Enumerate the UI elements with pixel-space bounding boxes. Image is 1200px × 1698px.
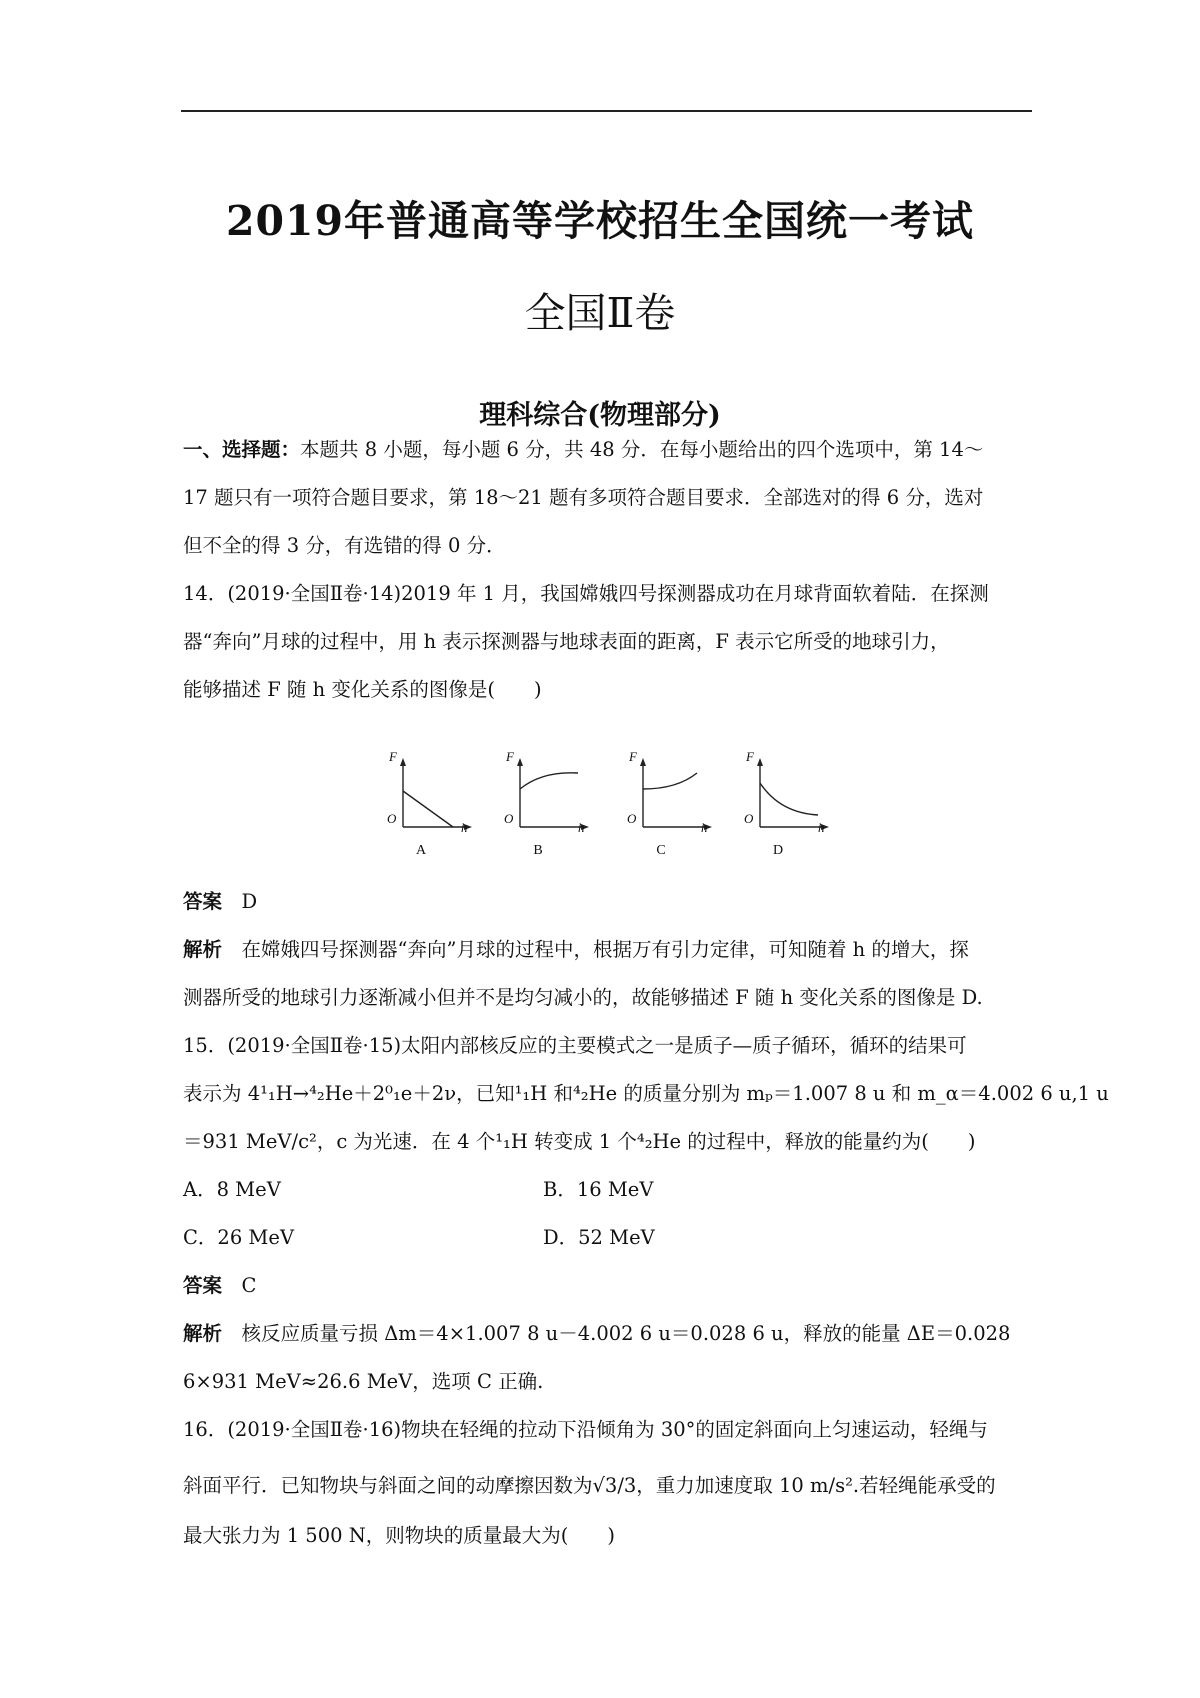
q14-answer-block <box>183 885 1029 1029</box>
analysis-label: 解析 <box>183 1322 223 1345</box>
answer-label: 答案 <box>183 890 223 913</box>
q14-graph-options <box>375 749 835 865</box>
intro-line: 本题共 8 小题，每小题 6 分，共 48 分．在每小题给出的四个选项中，第 14～ <box>300 438 984 461</box>
option-a: A．8 MeV <box>183 1178 281 1201</box>
q15-options <box>183 1173 1029 1269</box>
option-c: C．26 MeV <box>183 1226 295 1249</box>
graph-x-label: h <box>818 820 825 835</box>
analysis-line: 6×931 MeV≈26.6 MeV，选项 C 正确. <box>183 1370 544 1393</box>
question-line: 16．(2019·全国Ⅱ卷·16)物块在轻绳的拉动下沿倾角为 30°的固定斜面向上匀速运动，轻绳与 <box>183 1418 988 1441</box>
question-line: ＝931 MeV/c²，c 为光速．在 4 个¹₁H 转变成 1 个⁴₂He 的过程中，释放的能量约为( ) <box>183 1130 976 1153</box>
graph-y-label: F <box>629 749 637 764</box>
graph-b <box>492 749 592 865</box>
graph-y-label: F <box>746 749 754 764</box>
question-14 <box>183 577 1029 721</box>
question-line: 14．(2019·全国Ⅱ卷·14)2019 年 1 月，我国嫦娥四号探测器成功在月球背面软着陆．在探测 <box>183 582 989 605</box>
graph-option-label: B <box>533 843 543 858</box>
intro-block <box>183 433 1029 577</box>
graph-x-label: h <box>701 820 708 835</box>
answer-label: 答案 <box>183 1274 223 1297</box>
question-15 <box>183 1029 1109 1173</box>
graph-option-label: A <box>415 843 427 858</box>
graph-a <box>375 749 475 865</box>
question-line: 最大张力为 1 500 N，则物块的质量最大为( ) <box>183 1524 615 1547</box>
graph-option-label: D <box>772 843 784 858</box>
q15-answer-block <box>183 1269 1029 1413</box>
question-line: 斜面平行．已知物块与斜面之间的动摩擦因数为√3/3，重力加速度取 10 m/s².若轻绳能承受的 <box>183 1474 996 1497</box>
graph-origin-label: O <box>744 811 754 826</box>
analysis-line: 核反应质量亏损 Δm＝4×1.007 8 u－4.002 6 u＝0.028 6 u，释放的能量 ΔE＝0.028 <box>241 1322 1011 1345</box>
analysis-label: 解析 <box>183 938 223 961</box>
graph-c <box>615 749 715 865</box>
graph-a-plot <box>375 755 475 845</box>
question-line: 能够描述 F 随 h 变化关系的图像是( ) <box>183 678 542 701</box>
question-16 <box>183 1413 1029 1567</box>
graph-b-plot <box>492 755 592 845</box>
exam-subtitle: 全国Ⅱ卷 <box>524 289 676 337</box>
graph-y-label: F <box>506 749 514 764</box>
graph-origin-label: O <box>504 811 514 826</box>
option-b: B．16 MeV <box>543 1178 654 1201</box>
graph-x-label: h <box>578 820 585 835</box>
graph-origin-label: O <box>627 811 637 826</box>
intro-label: 一、选择题： <box>183 438 301 461</box>
graph-d-plot <box>732 755 832 845</box>
question-line: 表示为 4¹₁H→⁴₂He＋2⁰₁e＋2ν，已知¹₁H 和⁴₂He 的质量分别为 mₚ＝1.007 8 u 和 m_α＝4.002 6 u,1 u <box>183 1082 1109 1105</box>
graph-option-label: C <box>656 843 666 858</box>
intro-line: 但不全的得 3 分，有选错的得 0 分． <box>183 534 506 557</box>
graph-x-label: h <box>461 820 468 835</box>
analysis-line: 在嫦娥四号探测器“奔向”月球的过程中，根据万有引力定律，可知随着 h 的增大，探 <box>241 938 969 961</box>
header-rule <box>181 110 1032 112</box>
answer-value: D <box>241 890 258 913</box>
analysis-line: 测器所受的地球引力逐渐减小但并不是均匀减小的，故能够描述 F 随 h 变化关系的图像是 D. <box>183 986 983 1009</box>
graph-c-plot <box>615 755 715 845</box>
option-d: D．52 MeV <box>543 1226 655 1249</box>
section-title: 理科综合(物理部分) <box>479 400 721 431</box>
graph-d <box>732 749 832 865</box>
question-line: 器“奔向”月球的过程中，用 h 表示探测器与地球表面的距离，F 表示它所受的地球引力， <box>183 630 950 653</box>
intro-line: 17 题只有一项符合题目要求，第 18～21 题有多项符合题目要求．全部选对的得 6 分，选对 <box>183 486 984 509</box>
exam-title: 2019年普通高等学校招生全国统一考试 <box>225 197 975 245</box>
question-line: 15．(2019·全国Ⅱ卷·15)太阳内部核反应的主要模式之一是质子—质子循环，循环的结果可 <box>183 1034 967 1057</box>
answer-value: C <box>241 1274 257 1297</box>
graph-origin-label: O <box>387 811 397 826</box>
graph-y-label: F <box>389 749 397 764</box>
